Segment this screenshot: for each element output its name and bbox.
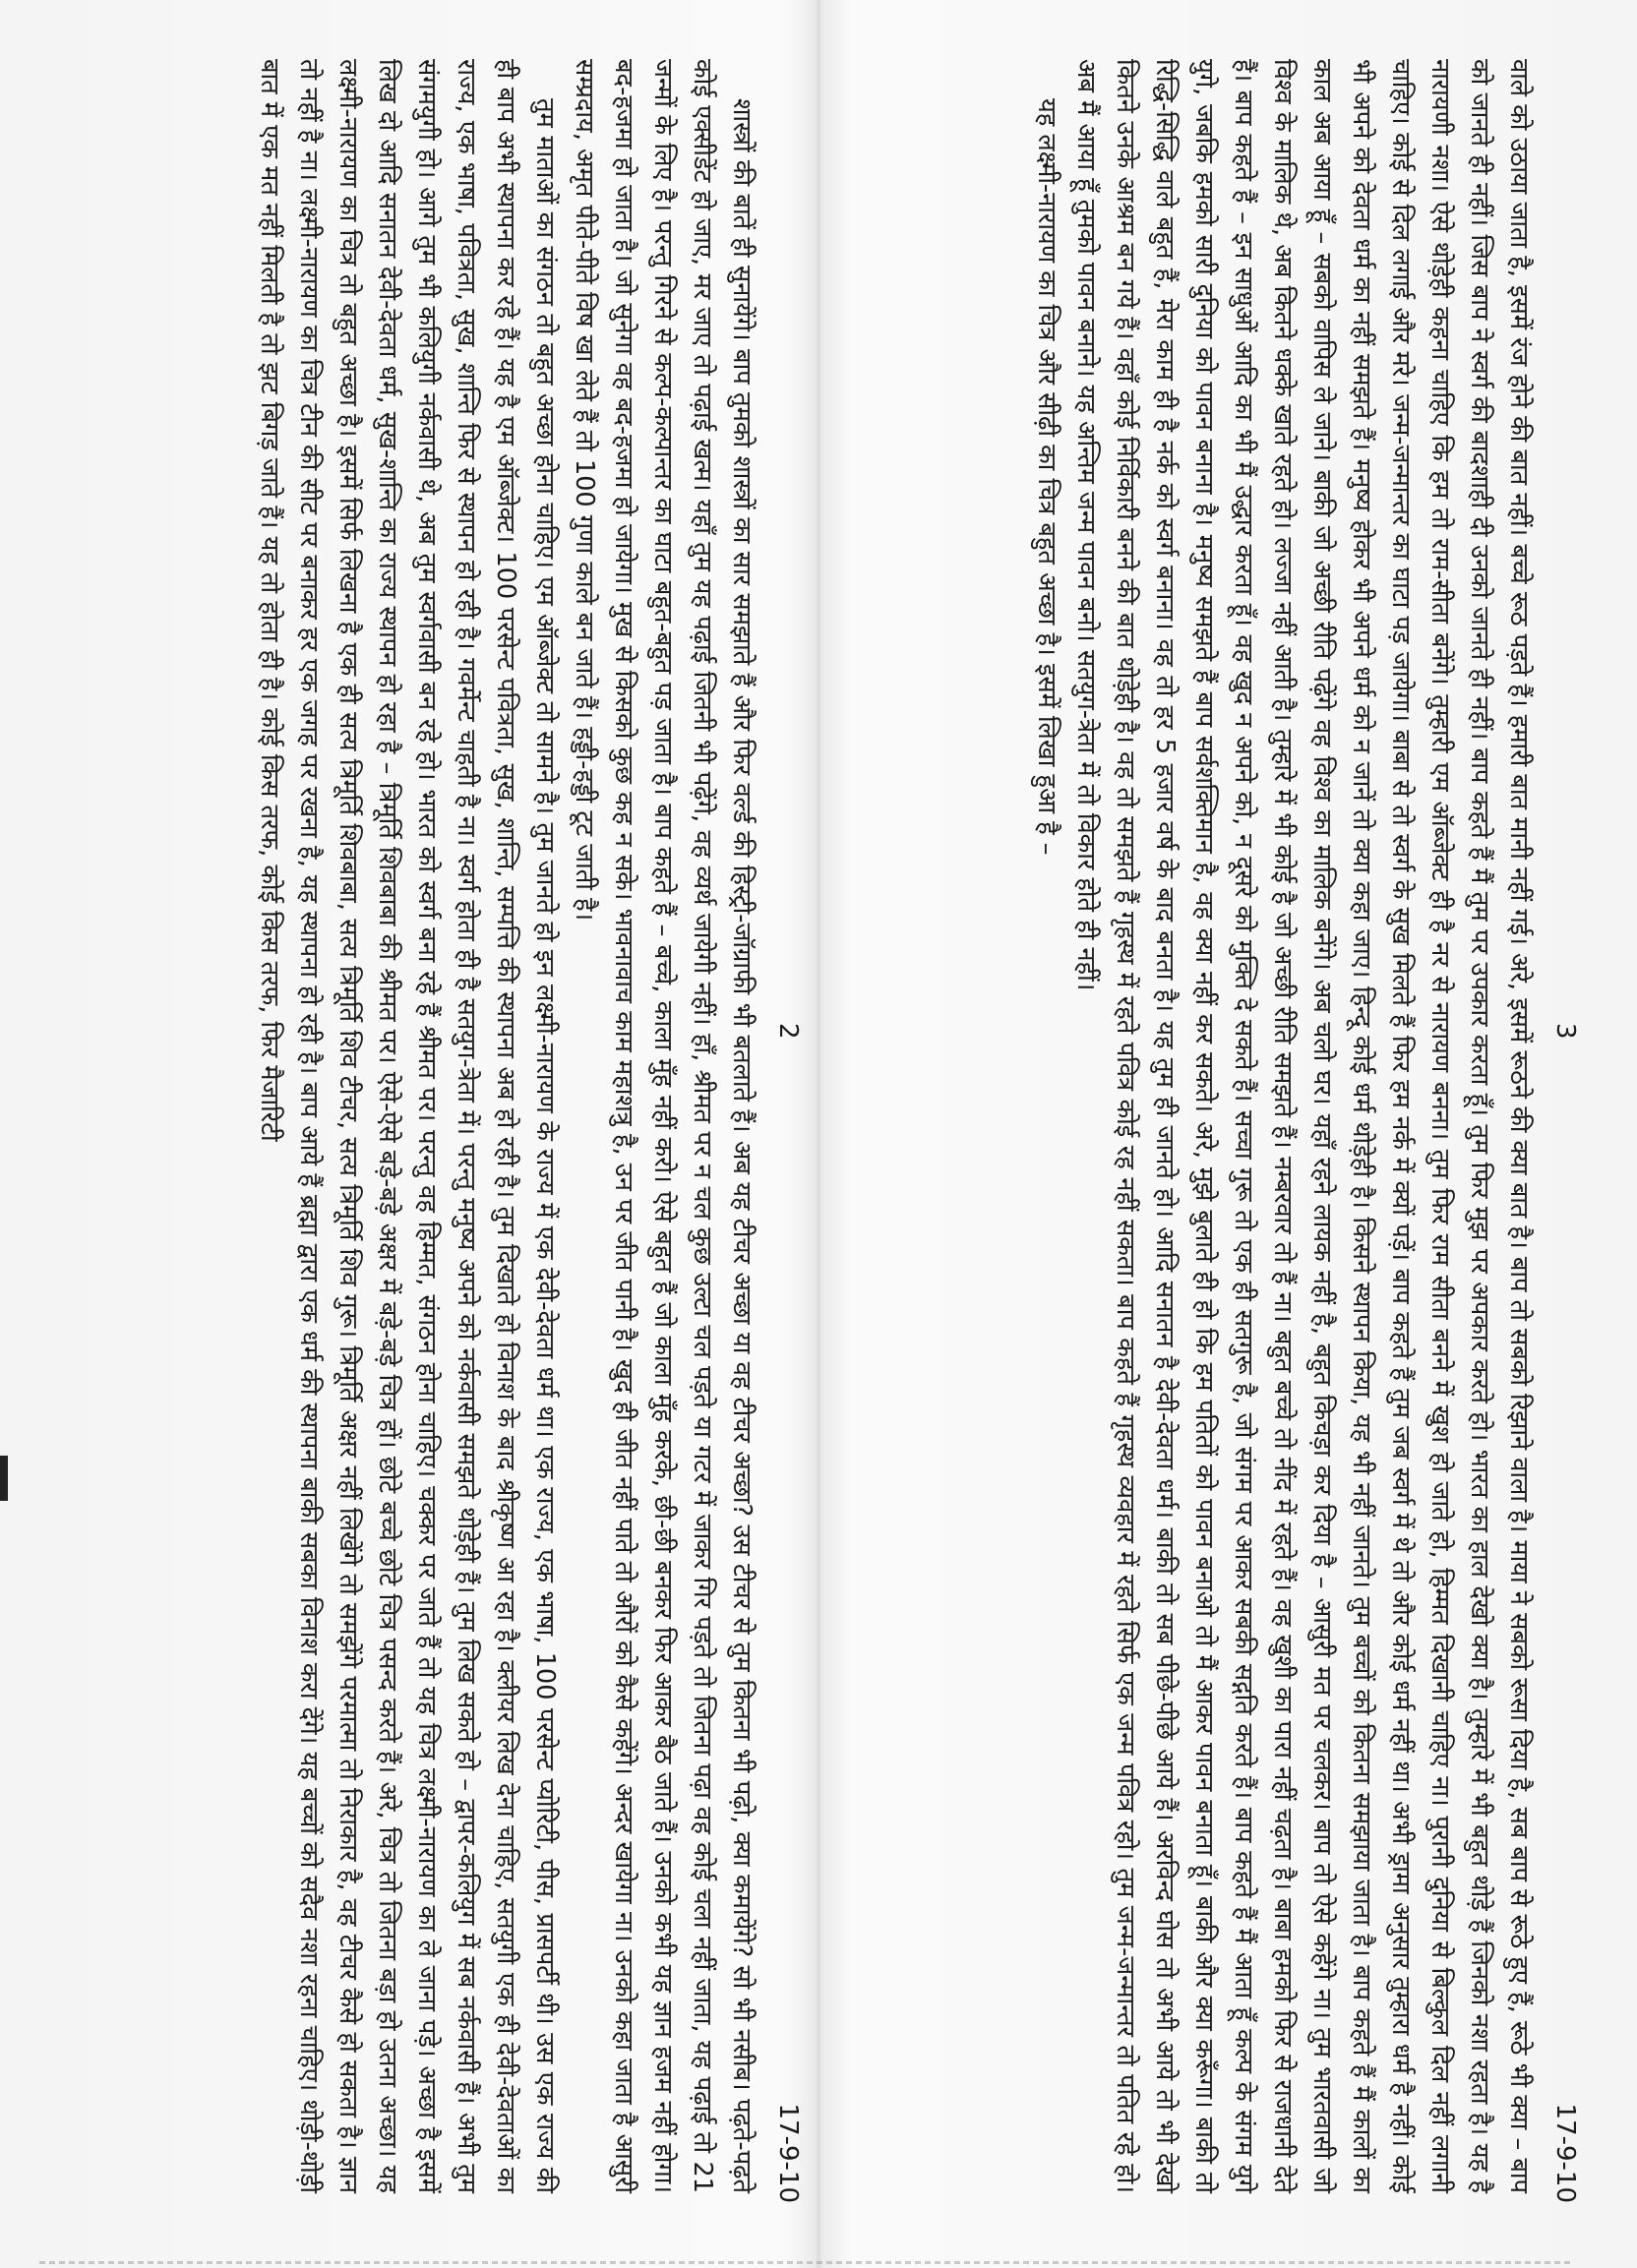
page-date: 17-9-10 [1550, 2103, 1580, 2203]
paragraph: तुम माताओं का संगठन तो बहुत अच्छा होना चाहिए। एम ऑब्जेक्ट तो सामने है। तुम जानते हो इन लक्ष्मी-नारायण के राज्य में एक देवी-देवता धर्म था। एक राज्य, एक भाषा, 100 परसेन्ट प्योरिटी, पीस, प्रासपर्टी थी। उस एक राज्य की ही बाप अभी स्थापना कर रहे हैं। यह है एम ऑब्जेक्ट। 100 परसेन्ट पवित्रता, सुख, शान्ति, सम्पत्ति की स्थापना अब हो रही है। तुम दिखाते हो विनाश के बाद श्रीकृष्ण आ रहा है। क्लीयर लिख देना चाहिए, सतयुगी एक ही देवी-देवताओं का राज्य, एक भाषा, पवित्रता, सुख, शान्ति फिर से स्थापन हो रही है। गवर्मेन्ट चाहती है ना। स्वर्ग होता ही है सतयुग-त्रेता में। परन्तु मनुष्य अपने को नर्कवासी समझते थोड़ेही हैं। तुम लिख सकते हो – द्वापर-कलियुग में सब नर्कवासी हैं। अभी तुम संगमयुगी हो। आगे तुम भी कलियुगी नर्कवासी थे, अब तुम स्वर्गवासी बन रहे हो। भारत को स्वर्ग बना रहे हैं श्रीमत पर। परन्तु वह हिम्मत, संगठन होना चाहिए। चक्कर पर जाते हैं तो यह चित्र लक्ष्मी-नारायण का ले जाना पड़े। अच्छा है इसमें लिख दो आदि सनातन देवी-देवता धर्म, सुख-शान्ति का राज्य स्थापन हो रहा है – त्रिमूर्ति शिवबाबा की श्रीमत पर। ऐसे-ऐसे बड़े-बड़े अक्षर में बड़े-बड़े चित्र हों। छोटे बच्चे छोटे चित्र पसन्द करते हैं। अरे, चित्र तो जितना बड़ा हो उतना अच्छा। यह लक्ष्मी-नारायण का चित्र तो बहुत अच्छा है। इसमें सिर्फ लिखना है एक ही सत्य त्रिमूर्ति शिवबाबा, सत्य त्रिमूर्ति शिव टीचर, सत्य त्रिमूर्ति शिव गुरू। त्रिमूर्ति अक्षर नहीं लिखेंगे तो समझेंगे परमात्मा तो निराकार है, वह टीचर कैसे हो सकता है। ज्ञान तो नहीं है ना। लक्ष्मी-नारायण का चित्र टीन की सीट पर बनाकर हर एक जगह पर रखना है, यह स्थापना हो रही है। बाप आये हैं ब्रह्मा द्वारा एक धर्म की स्थापना बाकी सबका विनाश करा देंगे। यह बच्चों को सदैव नशा रहना चाहिए। थोड़ी-थोड़ी बात में एक मत नहीं मिलती है तो झट बिगड़ जाते हैं। यह तो होता ही है। कोई किस तरफ, कोई किस तरफ, फिर मैजारिटी [255, 59, 560, 2193]
scan-bottom-edge [39, 2261, 1574, 2264]
paragraph: यह लक्ष्मी-नारायण का चित्र और सीढ़ी का चित्र बहुत अच्छा है। इसमें लिखा हुआ है – [1032, 98, 1061, 856]
paragraph: शास्त्रों की बातें ही सुनायेंगे। बाप तुमको शास्त्रों का सार समझाते हैं और फिर वर्ल्ड की हिस्ट्री-जॉग्राफी भी बतलाते हैं। अब यह टीचर अच्छा या वह टीचर अच्छा? उस टीचर से तुम कितना भी पढ़ो, क्या कमायेंगे? सो भी नसीब। पढ़ते-पढ़ते कोई एक्सीडेंट हो जाए, मर जाए तो पढ़ाई खत्म। यहाँ तुम यह पढ़ाई जितनी भी पढ़ेंगे, वह व्यर्थ जायेगी नहीं। हाँ, श्रीमत पर न चल कुछ उल्टा चल पड़ते या गटर में जाकर गिर पड़ते तो जितना पढ़ा वह कोई चला नहीं जाता, यह पढ़ाई तो 21 जन्मों के लिए है। परन्तु गिरने से कल्प-कल्पान्तर का घाटा बहुत-बहुत पड़ जाता है। बाप कहते हैं – बच्चे, काला मुँह नहीं करो। ऐसे बहुत हैं जो काला मुँह करके, छी-छी बनकर फिर आकर बैठ जाते हैं। उनको कभी यह ज्ञान हजम नहीं होगा। बद-हजमा हो जाता है। जो सुनेगा वह बद-हजमा हो जायेगा। मुख से किसको कुछ कह न सके। भावनावाच काम महाशत्रु है, उन पर जीत पानी है। खुद ही जीत नहीं पाते तो औरों को कैसे कहेंगे। अन्दर खायेगा ना। उनको कहा जाता है आसुरी सम्प्रदाय, अमृत पीते-पीते विष खा लेते हैं तो 100 गुणा काले बन जाते हैं। हड्डी-हड्डी टूट जाती है। [570, 59, 757, 2193]
paragraph: वाले को उठाया जाता है, इसमें रंज होने की बात नहीं। बच्चे रूठ पड़ते हैं। हमारी बात मानी नहीं गई। अरे, इसमें रूठने की क्या बात है। बाप तो सबको रिझाने वाला है। माया ने सबको रूसा दिया है, सब बाप से रूठे हुए हैं, रूठे भी क्या – बाप को जानते ही नहीं। जिस बाप ने स्वर्ग की बादशाही दी उनको जानते ही नहीं। बाप कहते हैं मैं तुम पर उपकार करता हूँ। तुम फिर मुझ पर अपकार करते हो। भारत का हाल देखो क्या है। तुम्हारे में भी बहुत थोड़े हैं जिनको नशा रहता है। यह है नारायणी नशा। ऐसे थोड़ेही कहना चाहिए कि हम तो राम-सीता बनेंगे। तुम्हारी एम ऑब्जेक्ट ही है नर से नारायण बनना। तुम फिर राम सीता बनने में खुश हो जाते हो, हिम्मत दिखानी चाहिए ना। पुरानी दुनिया से बिल्कुल दिल नहीं लगानी चाहिए। कोई से दिल लगाई और मरे। जन्म-जन्मान्तर का घाटा पड़ जायेगा। बाबा से तो स्वर्ग के सुख मिलते हैं फिर हम नर्क में क्यों पड़ें। बाप कहते हैं तुम जब स्वर्ग में थे तो और कोई धर्म नहीं था। अभी ड्रामा अनुसार तुम्हारा धर्म है नहीं। कोई भी अपने को देवता धर्म का नहीं समझते हैं। मनुष्य होकर भी अपने धर्म को न जानें तो क्या कहा जाए। हिन्दू कोई धर्म थोड़ेही है। किसने स्थापन किया, यह भी नहीं जानते। तुम बच्चों को कितना समझाया जाता है। बाप कहते हैं मैं कालों का काल अब आया हूँ – सबको वापिस ले जाने। बाकी जो अच्छी रीति पढ़ेंगे वह विश्व का मालिक बनेंगे। अब चलो घर। यहाँ रहने लायक नहीं है, बहुत किचड़ा कर दिया है – आसुरी मत पर चलकर। बाप तो ऐसे कहेंगे ना। तुम भारतवासी जो विश्व के मालिक थे, अब कितने धक्के खाते रहते हो। लज्जा नहीं आती है। तुम्हारे में भी कोई है जो अच्छी रीति समझते हैं। नम्बरवार तो हैं ना। बहुत बच्चे तो नींद में रहते हैं। वह खुशी का पारा नहीं चढ़ता है। बाबा हमको फिर से राजधानी देते हैं। बाप कहते हैं – इन साधुओं आदि का भी मैं उद्धार करता हूँ। वह खुद न अपने को, न दूसरे को मुक्ति दे सकते हैं। सच्चा गुरू तो एक ही सतगुरू है, जो संगम पर आकर सबकी सद्गति करते हैं। बाप कहते हैं मैं आता हूँ कल्प के संगम युगे युगे, जबकि हमको सारी दुनिया को पावन बनाना है। मनुष्य समझते हैं बाप सर्वशक्तिमान है, वह क्या नहीं कर सकते। अरे, मुझे बुलाते ही हो कि हम पतितों को पावन बनाओ तो मैं आकर पावन बनाता हूँ। बाकी और क्या करूँगा। बाकी तो रिद्धि-सिद्धि वाले बहुत हैं, मेरा काम ही है नर्क को स्वर्ग बनाना। वह तो हर 5 हजार वर्ष के बाद बनता है। यह तुम ही जानते हो। आदि सनातन है देवी-देवता धर्म। बाकी तो सब पीछे-पीछे आये हैं। अरविन्द घोस तो अभी आये तो भी देखो कितने उनके आश्रम बन गये हैं। वहाँ कोई निर्विकारी बनने की बात थोड़ेही है। वह तो समझते हैं गृहस्थ में रहते पवित्र कोई रह नहीं सकता। बाप कहते हैं गृहस्थ व्यवहार में रहते सिर्फ एक जन्म पवित्र रहो। तुम जन्म-जन्मान्तर तो पतित रहे हो। अब मैं आया हूँ तुमको पावन बनाने। यह अन्तिम जन्म पावन बनो। सतयुग-त्रेता में तो विकार होते ही नहीं। [1071, 59, 1534, 2193]
page-number: 2 [773, 1023, 803, 1040]
page-number: 3 [1550, 1023, 1580, 1040]
page-2 [20, 39, 807, 2223]
scan-edge-mark [0, 1456, 8, 1501]
page-3 [797, 39, 1584, 2223]
page-body [1027, 39, 1539, 2223]
page-body [250, 39, 761, 2223]
page-date: 17-9-10 [773, 2103, 803, 2203]
page-header [1539, 39, 1584, 2223]
